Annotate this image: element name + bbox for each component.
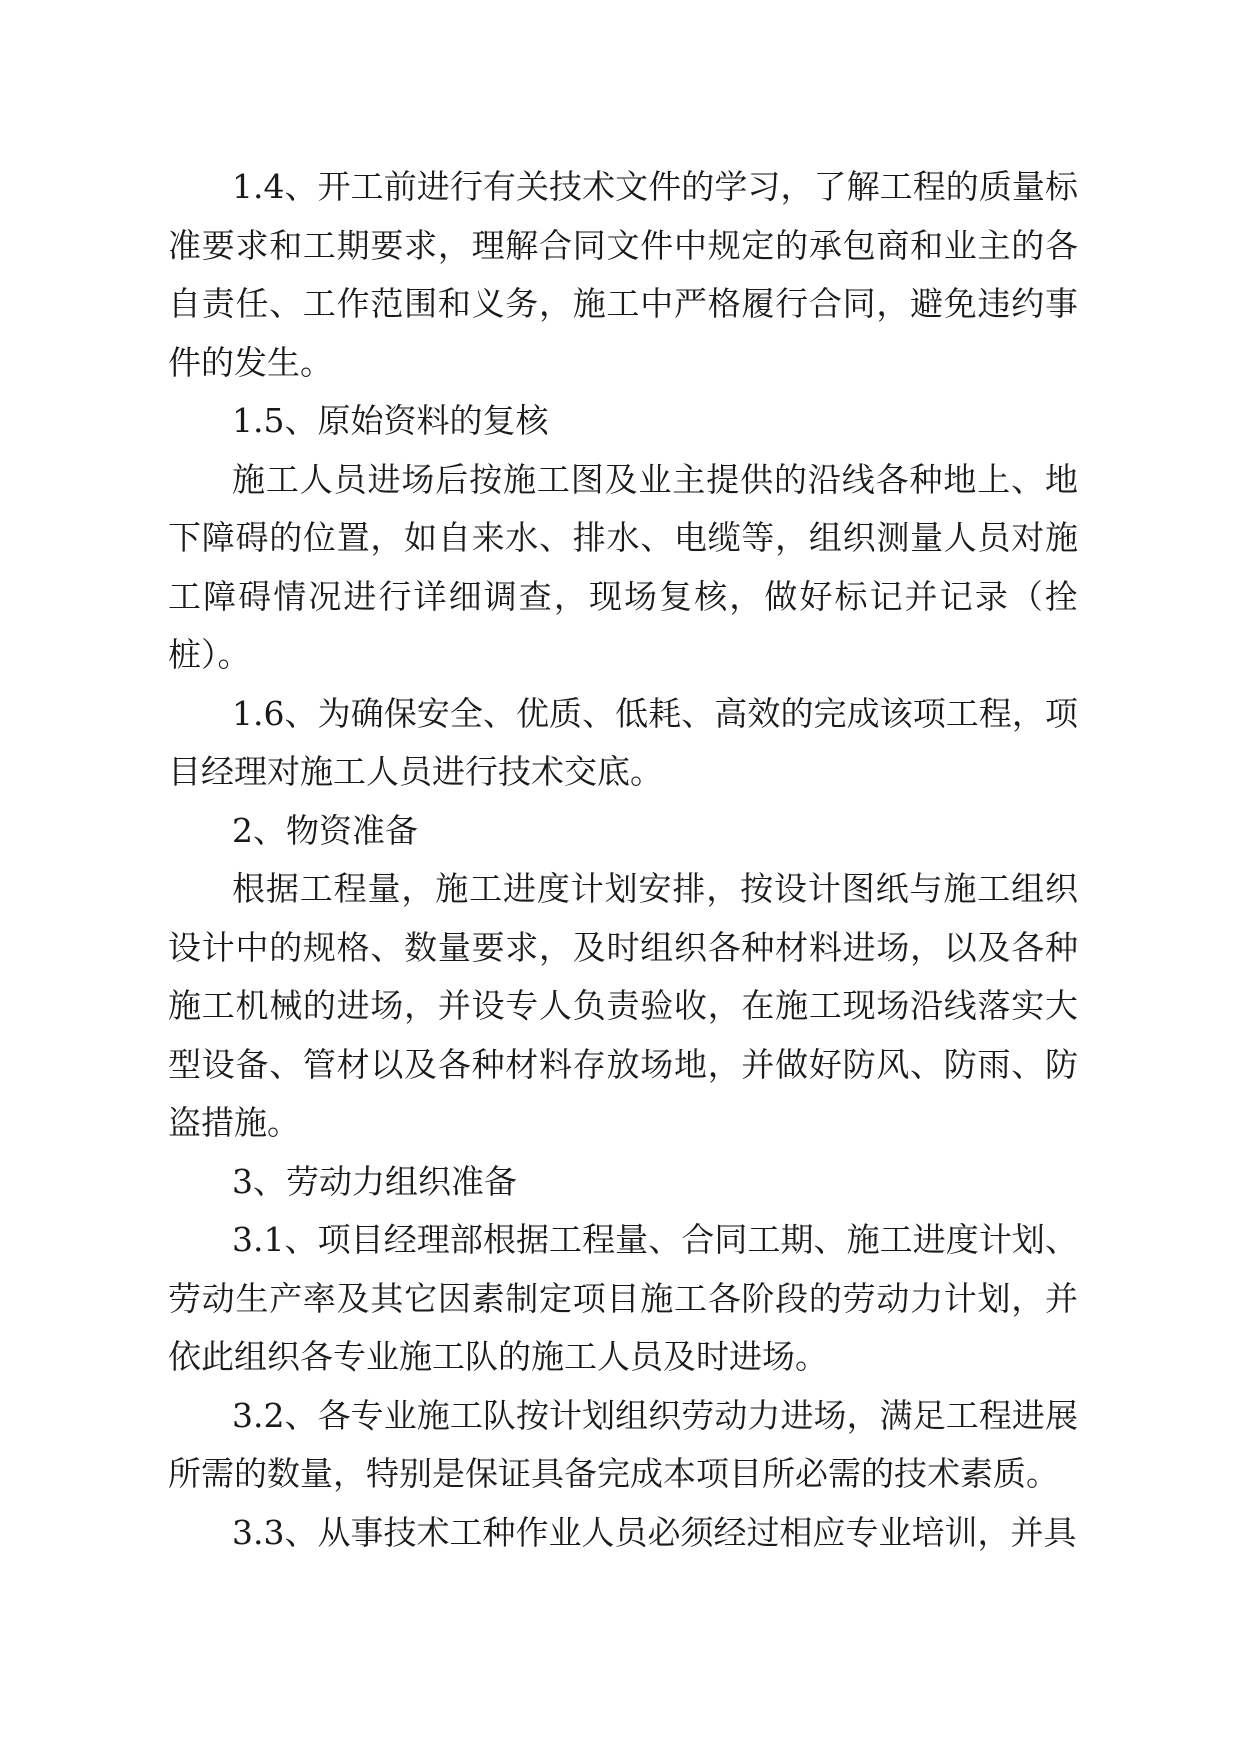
paragraph-1-4-technical-study: 1.4、开工前进行有关技术文件的学习，了解工程的质量标准要求和工期要求，理解合同文件中规定的承包商和业主的各自责任、工作范围和义务，施工中严格履行合同，避免违约事件的发生。 (168, 167, 1078, 382)
paragraph-obstacle-survey: 施工人员进场后按施工图及业主提供的沿线各种地上、地下障碍的位置，如自来水、排水、电缆等，组织测量人员对施工障碍情况进行详细调查，现场复核，做好标记并记录（拴桩）。 (168, 459, 1078, 674)
heading-2-material-preparation: 2、物资准备 (232, 810, 418, 850)
document-body (168, 158, 1078, 1562)
paragraph-material-entry: 根据工程量，施工进度计划安排，按设计图纸与施工组织设计中的规格、数量要求，及时组织各种材料进场，以及各种施工机械的进场，并设专人负责验收，在施工现场沿线落实大型设备、管材以及各种材料存放场地，并做好防风、防雨、防盗措施。 (168, 869, 1078, 1142)
paragraph-1-6-technical-briefing: 1.6、为确保安全、优质、低耗、高效的完成该项工程，项目经理对施工人员进行技术交底。 (168, 693, 1078, 791)
heading-1-5-data-review: 1.5、原始资料的复核 (232, 401, 549, 440)
paragraph-3-1-labor-plan: 3.1、项目经理部根据工程量、合同工期、施工进度计划、劳动生产率及其它因素制定项目施工各阶段的劳动力计划，并依此组织各专业施工队的施工人员及时进场。 (168, 1220, 1078, 1376)
paragraph-3-3-training: 3.3、从事技术工种作业人员必须经过相应专业培训，并具 (232, 1512, 1077, 1552)
heading-3-labor-organization: 3、劳动力组织准备 (232, 1161, 517, 1201)
paragraph-3-2-team-entry: 3.2、各专业施工队按计划组织劳动力进场，满足工程进展所需的数量，特别是保证具备完成本项目所必需的技术素质。 (168, 1395, 1078, 1493)
